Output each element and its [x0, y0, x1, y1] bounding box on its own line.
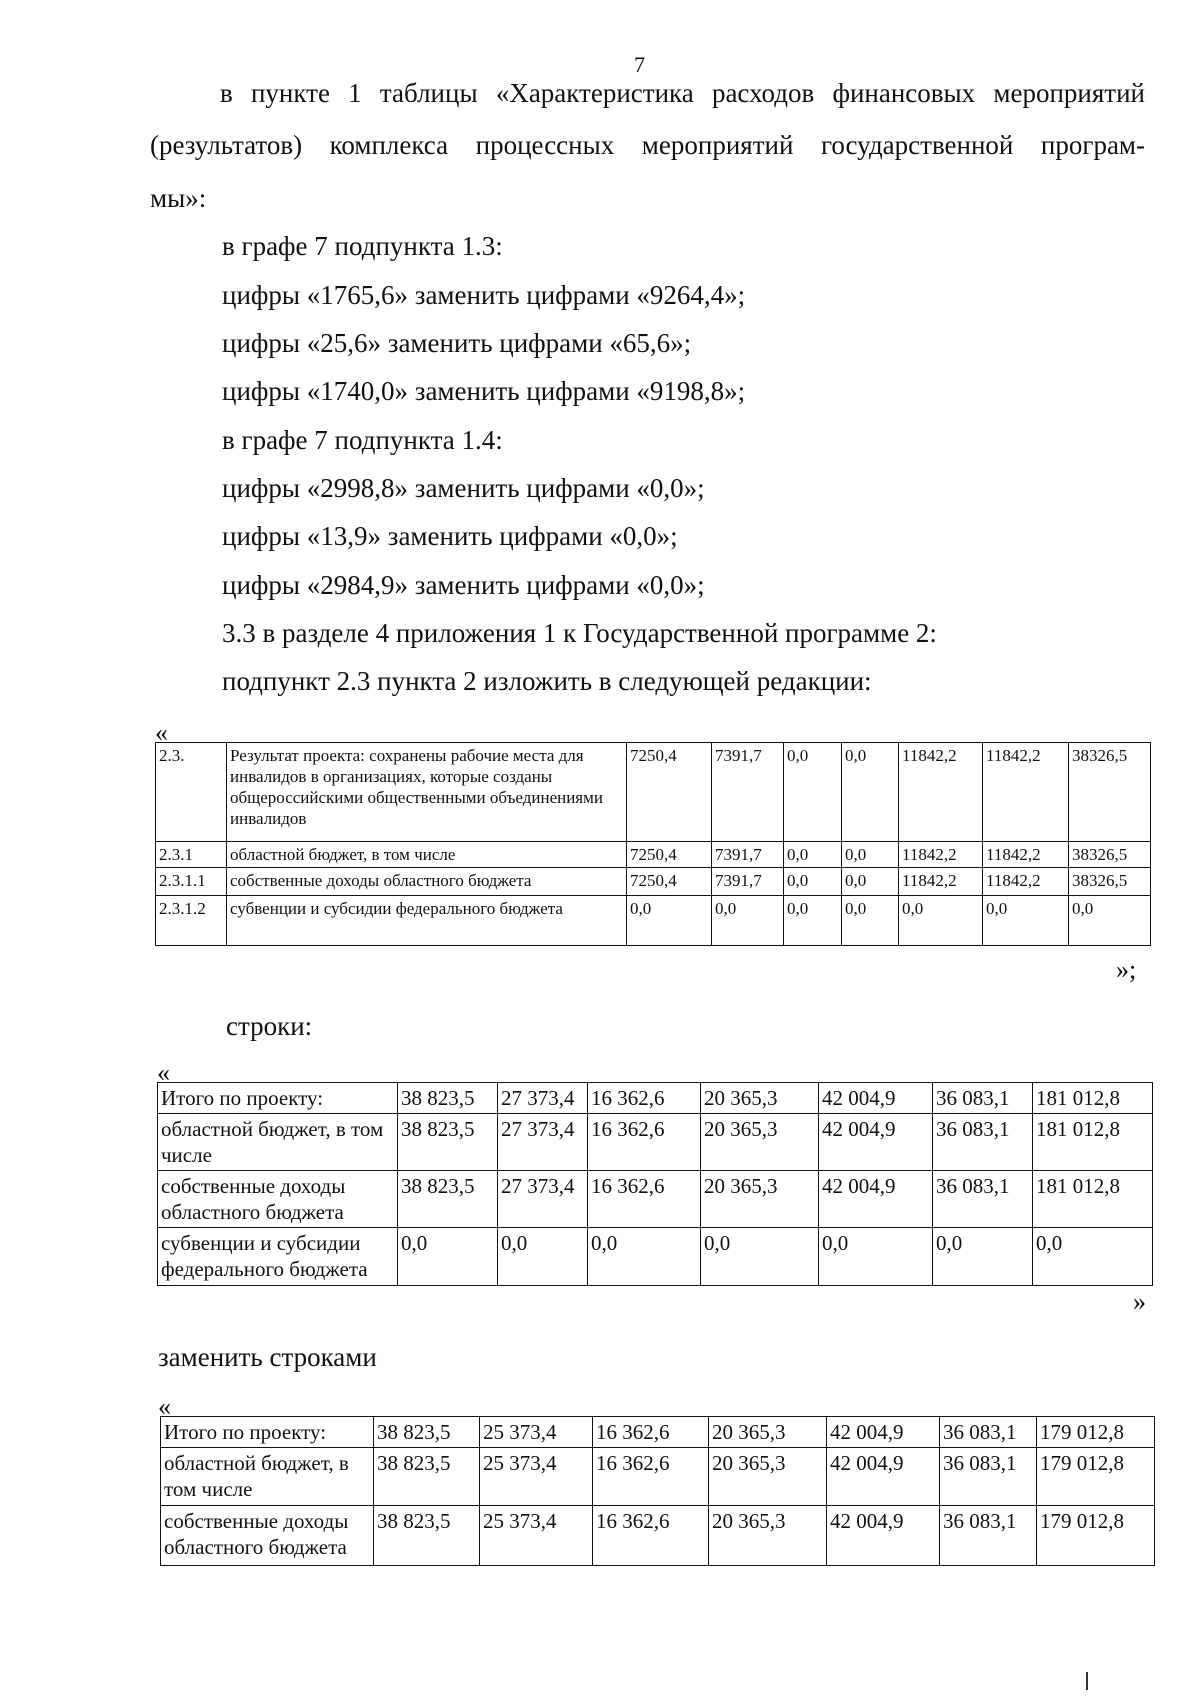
table1-row	[156, 868, 1151, 896]
cell-value: 27 373,4	[498, 1083, 588, 1114]
row-number: 2.3.1.1	[156, 868, 227, 896]
cell-value: 25 373,4	[480, 1448, 593, 1506]
cell-value: 181 012,8	[1033, 1083, 1153, 1114]
item-8: цифры «2984,9» заменить цифрами «0,0»;	[222, 570, 705, 600]
cell-value: 25 373,4	[480, 1506, 593, 1566]
intro-line-3: мы»:	[150, 183, 207, 213]
cell-value: 36 083,1	[933, 1171, 1033, 1228]
cell-value: 181 012,8	[1033, 1114, 1153, 1171]
cell-value: 0,0	[498, 1228, 588, 1286]
cell-value: 179 012,8	[1037, 1417, 1155, 1448]
cell-value: 42 004,9	[819, 1171, 933, 1228]
cell-value: 0,0	[784, 743, 842, 842]
cell-value: 27 373,4	[498, 1171, 588, 1228]
intro-line-2: (результатов) комплекса процессных мероприятий государственной програм-	[150, 130, 1145, 160]
cell-value: 7250,4	[627, 868, 712, 896]
table2-open-quote: «	[157, 1058, 170, 1087]
table2-row	[158, 1171, 1153, 1228]
page-number: 7	[634, 52, 645, 77]
row-name: собственные доходы областного бюджета	[161, 1506, 374, 1566]
table1-open-quote: «	[155, 718, 168, 747]
cell-value: 0,0	[701, 1228, 819, 1286]
cell-value: 42 004,9	[827, 1506, 940, 1566]
cell-value: 36 083,1	[940, 1506, 1037, 1566]
cell-value: 0,0	[842, 743, 899, 842]
cell-value: 11842,2	[983, 868, 1069, 896]
cell-value: 0,0	[784, 896, 842, 946]
cell-value: 0,0	[1069, 896, 1151, 946]
cell-value: 38326,5	[1069, 842, 1151, 868]
cell-value: 16 362,6	[593, 1417, 709, 1448]
cell-value: 0,0	[1033, 1228, 1153, 1286]
cell-value: 0,0	[784, 868, 842, 896]
row-name: областной бюджет, в том числе	[227, 842, 627, 868]
cell-value: 20 365,3	[701, 1083, 819, 1114]
cell-value: 181 012,8	[1033, 1171, 1153, 1228]
table3-row	[161, 1448, 1155, 1506]
cell-value: 11842,2	[899, 842, 983, 868]
intro-line-1: в пункте 1 таблицы «Характеристика расходов финансовых мероприятий	[220, 78, 1145, 108]
item-2: цифры «1765,6» заменить цифрами «9264,4»;	[222, 280, 746, 310]
cell-value: 0,0	[842, 868, 899, 896]
cell-value: 38 823,5	[398, 1114, 498, 1171]
cell-value: 0,0	[842, 842, 899, 868]
cell-value: 7391,7	[712, 868, 784, 896]
cell-value: 0,0	[712, 896, 784, 946]
table3	[160, 1416, 1155, 1566]
cell-value: 0,0	[819, 1228, 933, 1286]
cell-value: 16 362,6	[588, 1114, 701, 1171]
cell-value: 16 362,6	[588, 1171, 701, 1228]
cell-value: 38326,5	[1069, 743, 1151, 842]
cell-value: 36 083,1	[933, 1114, 1033, 1171]
row-name: Результат проекта: сохранены рабочие места для инвалидов в организациях, которые созданы общероссийскими общественными объединениями инвалидов	[227, 743, 627, 842]
table1-row	[156, 842, 1151, 868]
cell-value: 38326,5	[1069, 868, 1151, 896]
item-1: в графе 7 подпункта 1.3:	[222, 231, 503, 261]
cell-value: 36 083,1	[940, 1448, 1037, 1506]
table1-close-quote: »;	[1116, 955, 1137, 984]
row-number: 2.3.1	[156, 842, 227, 868]
table1-row	[156, 896, 1151, 946]
table3-row	[161, 1506, 1155, 1566]
item-3: цифры «25,6» заменить цифрами «65,6»;	[222, 328, 692, 358]
cell-value: 42 004,9	[819, 1114, 933, 1171]
cell-value: 38 823,5	[398, 1171, 498, 1228]
label-rows: строки:	[226, 1011, 313, 1041]
cell-value: 20 365,3	[709, 1448, 827, 1506]
cell-value: 0,0	[588, 1228, 701, 1286]
item-9: 3.3 в разделе 4 приложения 1 к Государственной программе 2:	[222, 618, 937, 648]
table2-close-quote: »	[1133, 1287, 1146, 1316]
row-name: субвенции и субсидии федерального бюджета	[158, 1228, 398, 1286]
cell-value: 7250,4	[627, 842, 712, 868]
cell-value: 0,0	[983, 896, 1069, 946]
item-4: цифры «1740,0» заменить цифрами «9198,8»;	[222, 376, 746, 406]
row-name: субвенции и субсидии федерального бюджета	[227, 896, 627, 946]
cell-value: 179 012,8	[1037, 1506, 1155, 1566]
cell-value: 11842,2	[983, 842, 1069, 868]
cell-value: 7391,7	[712, 842, 784, 868]
cell-value: 0,0	[398, 1228, 498, 1286]
item-7: цифры «13,9» заменить цифрами «0,0»;	[222, 521, 678, 551]
table3-row	[161, 1417, 1155, 1448]
row-name: Итого по проекту:	[161, 1417, 374, 1448]
cell-value: 11842,2	[899, 868, 983, 896]
cell-value: 0,0	[933, 1228, 1033, 1286]
row-name: областной бюджет, в том числе	[158, 1114, 398, 1171]
cell-value: 0,0	[842, 896, 899, 946]
cell-value: 36 083,1	[940, 1417, 1037, 1448]
cell-value: 38 823,5	[374, 1448, 480, 1506]
cell-value: 36 083,1	[933, 1083, 1033, 1114]
cell-value: 38 823,5	[398, 1083, 498, 1114]
table1	[155, 742, 1151, 946]
cell-value: 16 362,6	[593, 1448, 709, 1506]
row-name: собственные доходы областного бюджета	[227, 868, 627, 896]
table2	[157, 1082, 1153, 1286]
cell-value: 0,0	[784, 842, 842, 868]
cell-value: 11842,2	[899, 743, 983, 842]
row-number: 2.3.1.2	[156, 896, 227, 946]
cell-value: 7250,4	[627, 743, 712, 842]
table3-open-quote: «	[158, 1392, 171, 1421]
margin-mark	[1086, 1672, 1088, 1690]
cell-value: 42 004,9	[819, 1083, 933, 1114]
row-name: Итого по проекту:	[158, 1083, 398, 1114]
cell-value: 20 365,3	[709, 1417, 827, 1448]
cell-value: 27 373,4	[498, 1114, 588, 1171]
table2-row	[158, 1114, 1153, 1171]
cell-value: 0,0	[627, 896, 712, 946]
cell-value: 20 365,3	[701, 1171, 819, 1228]
cell-value: 179 012,8	[1037, 1448, 1155, 1506]
row-number: 2.3.	[156, 743, 227, 842]
cell-value: 20 365,3	[701, 1114, 819, 1171]
row-name: собственные доходы областного бюджета	[158, 1171, 398, 1228]
cell-value: 11842,2	[983, 743, 1069, 842]
cell-value: 16 362,6	[588, 1083, 701, 1114]
item-5: в графе 7 подпункта 1.4:	[222, 425, 503, 455]
cell-value: 7391,7	[712, 743, 784, 842]
item-10: подпункт 2.3 пункта 2 изложить в следующей редакции:	[222, 666, 872, 696]
table2-row	[158, 1228, 1153, 1286]
item-6: цифры «2998,8» заменить цифрами «0,0»;	[222, 473, 705, 503]
cell-value: 38 823,5	[374, 1417, 480, 1448]
cell-value: 0,0	[899, 896, 983, 946]
cell-value: 25 373,4	[480, 1417, 593, 1448]
cell-value: 42 004,9	[827, 1417, 940, 1448]
cell-value: 42 004,9	[827, 1448, 940, 1506]
cell-value: 20 365,3	[709, 1506, 827, 1566]
table1-row	[156, 743, 1151, 842]
label-replace: заменить строками	[158, 1342, 377, 1372]
cell-value: 38 823,5	[374, 1506, 480, 1566]
table2-row	[158, 1083, 1153, 1114]
row-name: областной бюджет, в том числе	[161, 1448, 374, 1506]
cell-value: 16 362,6	[593, 1506, 709, 1566]
